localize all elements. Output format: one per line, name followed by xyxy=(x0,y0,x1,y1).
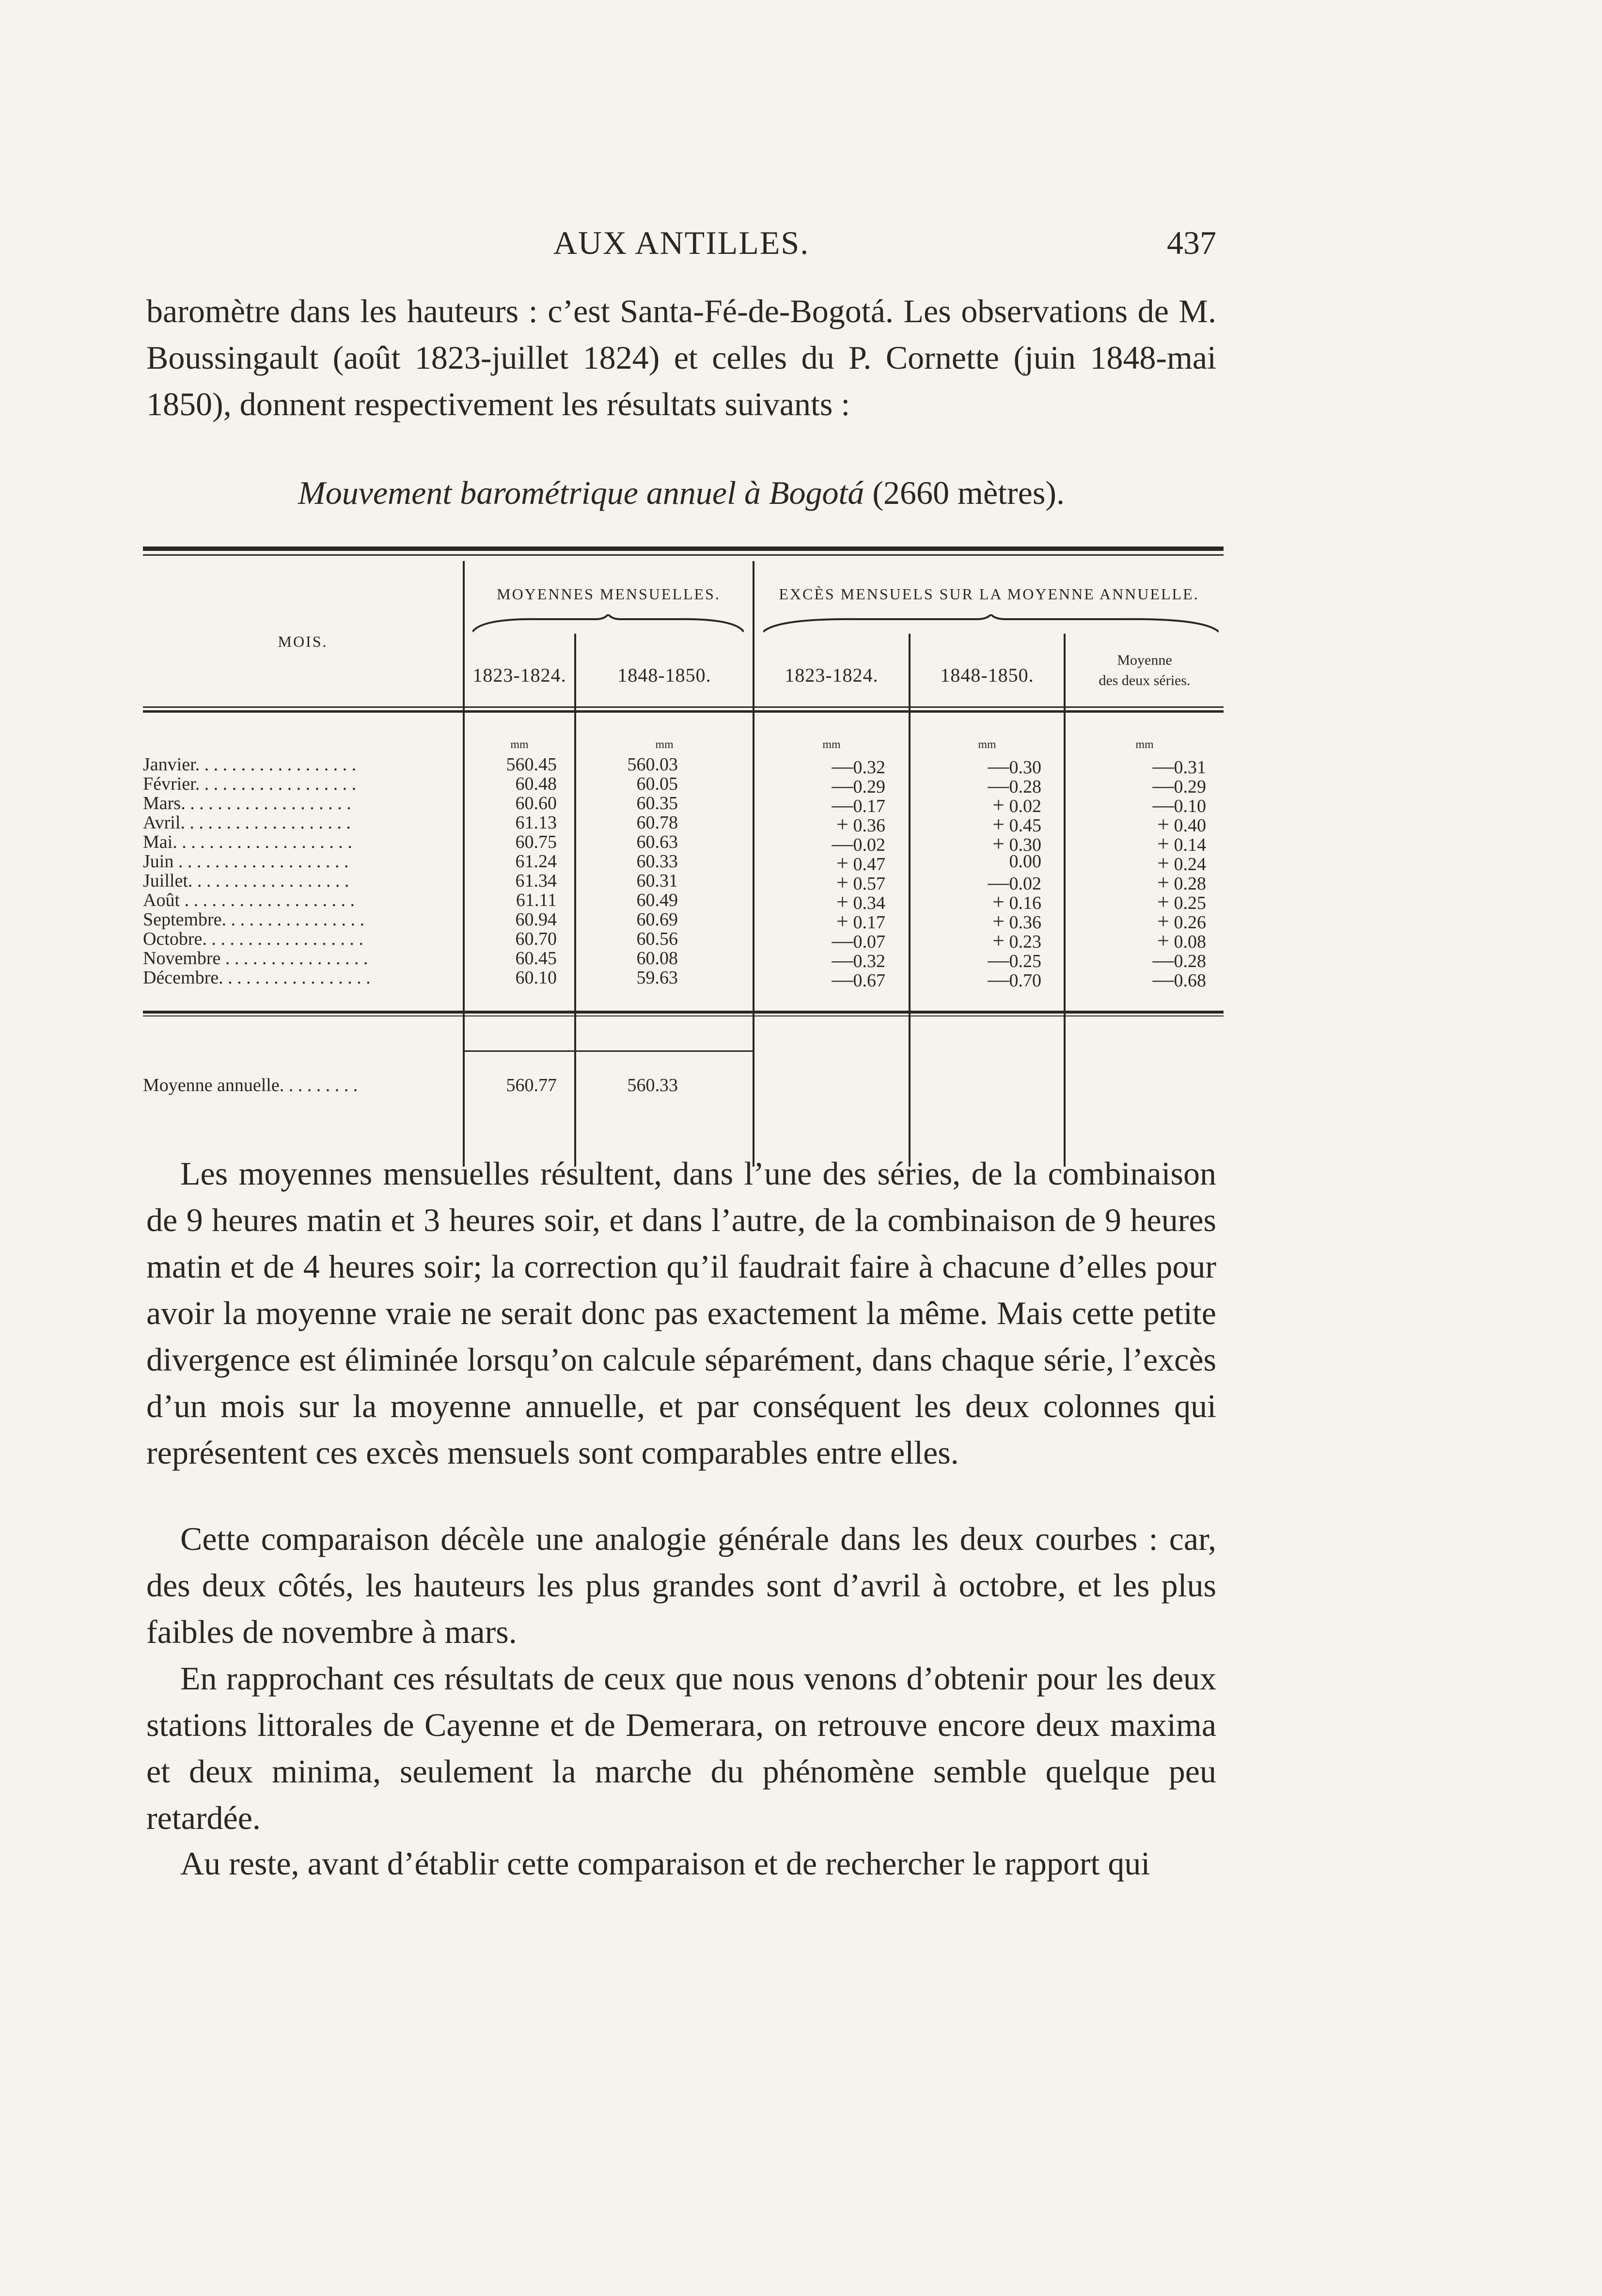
excess-value: 0.07 xyxy=(853,932,885,952)
excess-value: 0.68 xyxy=(1174,970,1206,991)
excess-value: 0.67 xyxy=(853,970,885,991)
month-label: Février. . . . . . . . . . . . . . . . . . xyxy=(143,774,357,794)
unit-label: mm xyxy=(978,738,996,751)
excess-value: 0.36 xyxy=(1009,912,1041,933)
monthly-mean-m1: 60.75 xyxy=(515,832,557,852)
month-label: Janvier. . . . . . . . . . . . . . . . . . xyxy=(143,754,357,775)
excess-value: 0.28 xyxy=(1174,951,1206,971)
month-label: Octobre. . . . . . . . . . . . . . . . . . xyxy=(143,929,363,949)
monthly-mean-m1: 60.94 xyxy=(515,909,557,930)
excess-value: 0.28 xyxy=(1174,874,1206,894)
monthly-mean-m1: 60.45 xyxy=(515,948,557,968)
monthly-mean-m2: 59.63 xyxy=(636,968,678,988)
excess-value: 0.26 xyxy=(1174,912,1206,933)
excess-value: 0.57 xyxy=(853,874,885,894)
monthly-mean-m1: 61.34 xyxy=(515,871,557,891)
monthly-mean-m1: 61.13 xyxy=(515,812,557,833)
excess-value: 0.40 xyxy=(1174,815,1206,836)
excess-value: 0.32 xyxy=(853,757,885,778)
excess-sign: + xyxy=(992,812,1005,836)
header-moyennes: MOYENNES MENSUELLES. xyxy=(497,585,721,603)
monthly-mean-m1: 560.45 xyxy=(506,754,557,775)
table-bottom-rule-thin xyxy=(143,1015,1224,1016)
excess-sign: — xyxy=(1152,948,1174,972)
month-label: Mai. . . . . . . . . . . . . . . . . . . . xyxy=(143,832,352,852)
excess-sign: — xyxy=(832,754,853,778)
header-year-3: 1823-1824. xyxy=(785,664,879,686)
body-paragraph: Les moyennes mensuelles résultent, dans l’une des séries, de la combinaison de 9 heures matin et 3 heures soir, et dans l’autre, de la combinaison de 9 heures matin et de 4 heures soir; la correction qu’il faudrait faire à chacune d’elles pour avoir la moyenne vraie ne serait donc pas exactement la même. Mais cette petite divergence est éliminée lorsqu’on calcule séparément, dans chaque série, l’excès d’un mois sur la moyenne annuelle, et par conséquent les deux colonnes qui représentent ces excès mensuels sont comparables entre elles. xyxy=(146,1155,1216,1471)
month-label: Novembre . . . . . . . . . . . . . . . . xyxy=(143,948,368,968)
excess-sign: — xyxy=(832,793,853,817)
header-mois: MOIS. xyxy=(278,633,328,650)
excess-value: 0.30 xyxy=(1009,835,1041,855)
month-label: Septembre. . . . . . . . . . . . . . . . xyxy=(143,909,365,930)
month-label: Décembre. . . . . . . . . . . . . . . . . xyxy=(143,968,371,988)
monthly-mean-m2: 60.78 xyxy=(636,812,678,833)
excess-e2 xyxy=(911,851,1041,872)
excess-sign: — xyxy=(832,968,853,991)
month-label: Juillet. . . . . . . . . . . . . . . . . . xyxy=(143,871,349,891)
monthly-mean-m1: 60.48 xyxy=(515,774,557,794)
table-title xyxy=(146,474,1216,512)
excess-e1 xyxy=(754,967,885,992)
excess-e3 xyxy=(1066,967,1206,992)
excess-sign: + xyxy=(1157,851,1169,875)
excess-sign: — xyxy=(1152,968,1174,991)
excess-value: 0.17 xyxy=(853,796,885,816)
monthly-mean-m2: 60.35 xyxy=(636,793,678,813)
excess-value: 0.10 xyxy=(1174,796,1206,816)
excess-value: 0.02 xyxy=(853,835,885,855)
brace-moyennes xyxy=(472,614,744,634)
table-row xyxy=(143,812,1224,836)
excess-value: 0.34 xyxy=(853,893,885,913)
excess-value: 0.16 xyxy=(1009,893,1041,913)
monthly-mean-m2: 60.08 xyxy=(636,948,678,968)
monthly-mean-m2: 60.31 xyxy=(636,871,678,891)
excess-value: 0.36 xyxy=(853,815,885,836)
header-rule xyxy=(143,706,1224,708)
excess-sign: — xyxy=(1152,774,1174,797)
unit-label: mm xyxy=(1135,738,1154,751)
excess-sign: + xyxy=(992,909,1005,933)
excess-value: 0.25 xyxy=(1009,951,1041,971)
excess-sign: + xyxy=(1157,929,1169,953)
excess-value: 0.29 xyxy=(1174,777,1206,797)
excess-sign: — xyxy=(832,929,853,953)
monthly-mean-m1: 60.60 xyxy=(515,793,557,813)
excess-sign: + xyxy=(992,832,1005,856)
month-label: Mars. . . . . . . . . . . . . . . . . . . xyxy=(143,793,351,813)
unit-label: mm xyxy=(655,738,674,751)
excess-sign: + xyxy=(836,909,848,933)
header-year-1: 1823-1824. xyxy=(472,664,566,686)
monthly-mean-m1: 61.24 xyxy=(515,851,557,872)
excess-value: 0.02 xyxy=(1009,874,1041,894)
annual-m2: 560.33 xyxy=(627,1075,678,1095)
excess-sign: + xyxy=(836,851,848,875)
excess-sign: + xyxy=(992,890,1005,914)
monthly-mean-m2: 60.05 xyxy=(636,774,678,794)
header-year-4: 1848-1850. xyxy=(940,664,1034,686)
excess-value: 0.29 xyxy=(853,777,885,797)
excess-value: 0.31 xyxy=(1174,757,1206,778)
monthly-mean-m2: 60.56 xyxy=(636,929,678,949)
body-paragraph: Cette comparaison décèle une analogie générale dans les deux courbes : car, des deux côtés, les hauteurs les plus grandes sont d’avril à octobre, et les plus faibles de novembre à mars. xyxy=(146,1520,1216,1650)
header-moyenne-top: Moyenne xyxy=(1117,652,1172,668)
header-exces: EXCÈS MENSUELS SUR LA MOYENNE ANNUELLE. xyxy=(779,585,1199,603)
monthly-mean-m2: 60.69 xyxy=(636,909,678,930)
excess-value: 0.14 xyxy=(1174,835,1206,855)
header-rule-thick xyxy=(143,710,1224,713)
table-bottom-rule xyxy=(143,1011,1224,1014)
table-row xyxy=(143,967,1224,991)
table-title-rest: (2660 mètres). xyxy=(872,474,1065,511)
excess-value: 0.00 xyxy=(1009,851,1041,872)
excess-sign: + xyxy=(1157,832,1169,856)
excess-sign: — xyxy=(1152,754,1174,778)
table-row xyxy=(143,948,1224,972)
monthly-mean-m1: 61.11 xyxy=(516,890,557,910)
header-moyenne-bottom: des deux séries. xyxy=(1099,672,1191,688)
excess-sign: + xyxy=(1157,812,1169,836)
monthly-mean-m2: 560.03 xyxy=(627,754,678,775)
unit-label: mm xyxy=(822,738,841,751)
excess-value: 0.02 xyxy=(1009,796,1041,816)
excess-value: 0.45 xyxy=(1009,815,1041,836)
excess-sign: + xyxy=(836,890,848,914)
body-paragraph: Au reste, avant d’établir cette comparaison et de rechercher le rapport qui xyxy=(180,1845,1150,1882)
excess-sign: + xyxy=(836,812,848,836)
excess-sign: — xyxy=(988,774,1009,797)
excess-sign: — xyxy=(988,948,1009,972)
barometric-table xyxy=(143,547,1224,1168)
excess-value: 0.24 xyxy=(1174,854,1206,875)
brace-exces xyxy=(763,614,1219,634)
excess-value: 0.17 xyxy=(853,912,885,933)
body-paragraph: En rapprochant ces résultats de ceux que nous venons d’obtenir pour les deux stations littorales de Cayenne et de Demerara, on retrouve encore deux maxima et deux minima, seulement la marche du phénomène semble quelque peu retardée. xyxy=(146,1660,1216,1836)
monthly-mean-m2: 60.33 xyxy=(636,851,678,872)
table-top-rule xyxy=(143,547,1224,551)
month-label: Juin . . . . . . . . . . . . . . . . . . . xyxy=(143,851,349,872)
month-label: Août . . . . . . . . . . . . . . . . . . . xyxy=(143,890,355,910)
table-row xyxy=(143,831,1224,856)
excess-value: 0.47 xyxy=(853,854,885,875)
page-number: 437 xyxy=(1167,224,1216,261)
excess-sign: — xyxy=(988,871,1009,894)
excess-sign: — xyxy=(832,774,853,797)
monthly-mean-m1: 60.70 xyxy=(515,929,557,949)
excess-sign: — xyxy=(832,832,853,856)
table-row xyxy=(143,793,1224,817)
header-year-2: 1848-1850. xyxy=(617,664,711,686)
table-title-italic: Mouvement barométrique annuel à Bogotá xyxy=(298,474,864,511)
excess-sign: + xyxy=(1157,909,1169,933)
excess-sign: — xyxy=(988,754,1009,778)
excess-sign: — xyxy=(832,948,853,972)
annual-rule xyxy=(465,1050,753,1052)
excess-sign: + xyxy=(1157,871,1169,894)
excess-value: 0.23 xyxy=(1009,932,1041,952)
excess-value: 0.70 xyxy=(1009,970,1041,991)
table-row xyxy=(143,773,1224,797)
excess-sign: — xyxy=(1152,793,1174,817)
month-label: Avril. . . . . . . . . . . . . . . . . . . xyxy=(143,812,351,833)
monthly-mean-m2: 60.49 xyxy=(636,890,678,910)
unit-label: mm xyxy=(510,738,529,751)
intro-paragraph: baromètre dans les hauteurs : c’est Santa-Fé-de-Bogotá. Les observations de M. Boussingault (août 1823-juillet 1824) et celles du P. Cornette (juin 1848-mai 1850), donnent respectivement les résultats suivants : xyxy=(146,293,1216,422)
excess-value: 0.25 xyxy=(1174,893,1206,913)
table-row xyxy=(143,754,1224,778)
table-row xyxy=(143,890,1224,914)
monthly-mean-m2: 60.63 xyxy=(636,832,678,852)
annual-m1: 560.77 xyxy=(506,1075,557,1095)
page-header xyxy=(146,224,1216,267)
excess-sign: + xyxy=(836,871,848,894)
excess-sign: — xyxy=(988,968,1009,991)
excess-e2 xyxy=(911,967,1041,992)
excess-value: 0.32 xyxy=(853,951,885,971)
excess-value: 0.28 xyxy=(1009,777,1041,797)
annual-label: Moyenne annuelle. . . . . . . . . xyxy=(143,1075,358,1095)
table-row xyxy=(143,851,1224,875)
excess-sign: + xyxy=(1157,890,1169,914)
table-row xyxy=(143,928,1224,953)
excess-value: 0.30 xyxy=(1009,757,1041,778)
excess-value: 0.08 xyxy=(1174,932,1206,952)
table-row-annual xyxy=(143,1075,1224,1093)
excess-sign: + xyxy=(992,793,1005,817)
table-row xyxy=(143,870,1224,894)
excess-sign: + xyxy=(992,929,1005,953)
running-head: AUX ANTILLES. xyxy=(553,224,810,261)
table-top-rule-thin xyxy=(143,554,1224,556)
monthly-mean-m1: 60.10 xyxy=(515,968,557,988)
table-row xyxy=(143,909,1224,933)
